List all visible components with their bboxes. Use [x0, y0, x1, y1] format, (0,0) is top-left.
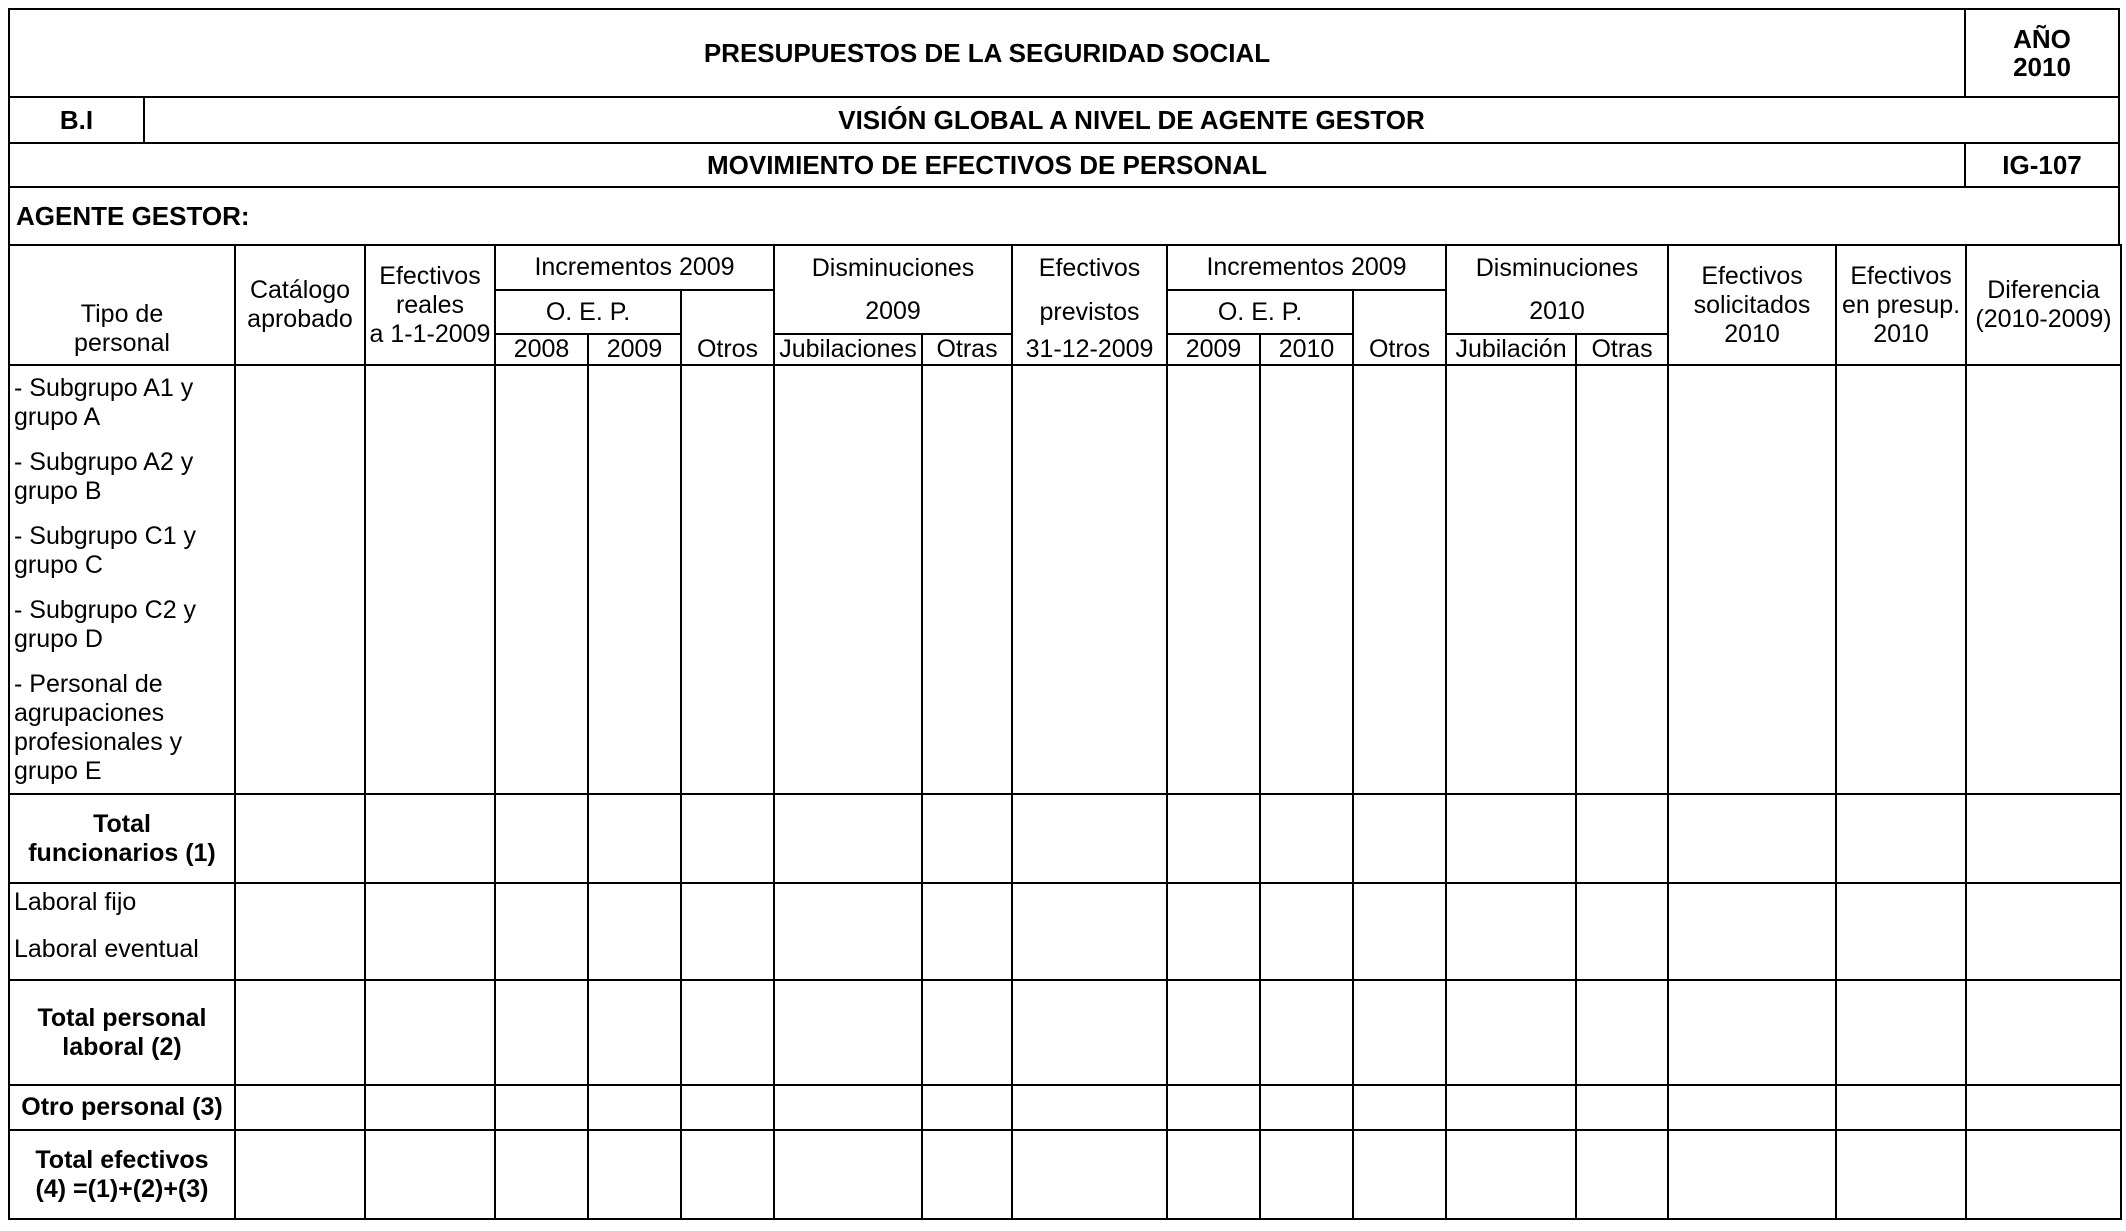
year-value: 2010: [2013, 52, 2071, 82]
cell: [922, 883, 1012, 980]
col-dis-2010-year: 2010: [1446, 290, 1668, 334]
col-incrementos-2009: Incrementos 2009: [495, 245, 774, 290]
cell: [588, 980, 681, 1085]
col-otros-2009: Otros: [681, 290, 774, 365]
cell: [1966, 980, 2121, 1085]
col-efectivos-previstos: Efectivos: [1012, 245, 1167, 290]
col-incrementos-2010: Incrementos 2009: [1167, 245, 1446, 290]
cell: [922, 794, 1012, 883]
cell: [922, 1130, 1012, 1219]
col-efectivos-solicitados: Efectivos solicitados 2010: [1668, 245, 1836, 365]
col-jubilaciones: Jubilaciones: [774, 334, 922, 365]
cell: [1668, 1085, 1836, 1130]
cell: [1353, 1085, 1446, 1130]
cell: [1966, 883, 2121, 980]
form-code: IG-107: [2002, 149, 2082, 180]
funcionarios-labels: [9, 365, 235, 794]
cell: [1353, 883, 1446, 980]
cell: [1836, 794, 1966, 883]
cell: [365, 1085, 495, 1130]
form-code-box: [1964, 142, 2120, 188]
cell: [1167, 365, 1260, 794]
cell: [495, 1085, 588, 1130]
row-total-efectivos: Total efectivos (4) =(1)+(2)+(3): [9, 1130, 235, 1219]
cell: [588, 1085, 681, 1130]
cell: [1576, 883, 1668, 980]
cell: [365, 1130, 495, 1219]
col-otros-2010: Otros: [1353, 290, 1446, 365]
section-title-band: [143, 96, 2120, 144]
cell: [495, 365, 588, 794]
section-title: VISIÓN GLOBAL A NIVEL DE AGENTE GESTOR: [838, 104, 1425, 135]
row-subgrupo-a2: - Subgrupo A2 y grupo B: [14, 448, 194, 505]
col-oep-2009: O. E. P.: [495, 290, 681, 334]
cell: [774, 980, 922, 1085]
cell: [1446, 1130, 1576, 1219]
cell: [1966, 794, 2121, 883]
cell: [922, 1085, 1012, 1130]
cell: [1668, 794, 1836, 883]
cell: [1576, 1130, 1668, 1219]
cell: [1353, 365, 1446, 794]
cell: [774, 365, 922, 794]
col-disminuciones-2010: Disminuciones: [1446, 245, 1668, 290]
col-diferencia: Diferencia (2010-2009): [1966, 245, 2121, 365]
cell: [1260, 1130, 1353, 1219]
report-title-band: [8, 8, 1966, 98]
cell: [1966, 1130, 2121, 1219]
cell: [1668, 883, 1836, 980]
cell: [1353, 794, 1446, 883]
section-code: B.I: [59, 104, 94, 135]
cell: [1446, 1085, 1576, 1130]
personnel-table: [8, 244, 2122, 1220]
row-subgrupo-c1: - Subgrupo C1 y grupo C: [14, 522, 197, 579]
cell: [1576, 980, 1668, 1085]
agent-row: [8, 186, 2120, 246]
cell: [1012, 980, 1167, 1085]
col-oep-2010-a: 2009: [1167, 334, 1260, 365]
cell: [495, 794, 588, 883]
cell: [235, 365, 365, 794]
cell: [1576, 794, 1668, 883]
cell: [495, 1130, 588, 1219]
col-otras-2009: Otras: [922, 334, 1012, 365]
laboral-labels: [9, 883, 235, 980]
col-oep-2010-b: 2010: [1260, 334, 1353, 365]
cell: [681, 980, 774, 1085]
cell: [1260, 1085, 1353, 1130]
cell: [774, 883, 922, 980]
col-tipo-personal: Tipo de personal: [9, 245, 235, 365]
agent-label: AGENTE GESTOR:: [16, 200, 250, 231]
cell: [1260, 794, 1353, 883]
row-subgrupo-a1: - Subgrupo A1 y grupo A: [14, 374, 194, 431]
cell: [588, 365, 681, 794]
row-total-laboral: Total personal laboral (2): [9, 980, 235, 1085]
cell: [1966, 365, 2121, 794]
cell: [235, 794, 365, 883]
cell: [1167, 794, 1260, 883]
col-jubilacion: Jubilación: [1446, 334, 1576, 365]
cell: [365, 883, 495, 980]
col-catalogo: Catálogo aprobado: [235, 245, 365, 365]
cell: [365, 794, 495, 883]
cell: [1012, 1085, 1167, 1130]
cell: [1012, 794, 1167, 883]
row-agrupaciones: - Personal de agrupaciones profesionales y grupo E: [14, 670, 183, 785]
cell: [1260, 980, 1353, 1085]
col-dis-2009-year: 2009: [774, 290, 1012, 334]
cell: [1012, 1130, 1167, 1219]
col-oep-2009-year: 2009: [588, 334, 681, 365]
row-otro-personal: Otro personal (3): [9, 1085, 235, 1130]
cell: [774, 794, 922, 883]
cell: [1668, 1130, 1836, 1219]
cell: [1836, 883, 1966, 980]
cell: [1012, 365, 1167, 794]
cell: [588, 883, 681, 980]
cell: [1668, 980, 1836, 1085]
cell: [681, 883, 774, 980]
col-otras-2010: Otras: [1576, 334, 1668, 365]
cell: [235, 1130, 365, 1219]
col-oep-2008: 2008: [495, 334, 588, 365]
cell: [1167, 1130, 1260, 1219]
cell: [774, 1085, 922, 1130]
cell: [922, 365, 1012, 794]
cell: [1966, 1085, 2121, 1130]
cell: [1167, 1085, 1260, 1130]
col-fecha-previstos: 31-12-2009: [1012, 334, 1167, 365]
row-laboral-eventual: Laboral eventual: [14, 935, 199, 963]
cell: [681, 1085, 774, 1130]
cell: [1836, 1085, 1966, 1130]
col-disminuciones-2009: Disminuciones: [774, 245, 1012, 290]
cell: [365, 365, 495, 794]
cell: [1446, 365, 1576, 794]
cell: [774, 1130, 922, 1219]
cell: [681, 365, 774, 794]
cell: [588, 794, 681, 883]
cell: [1668, 365, 1836, 794]
cell: [1012, 883, 1167, 980]
cell: [1576, 1085, 1668, 1130]
cell: [1446, 980, 1576, 1085]
form-title-band: [8, 142, 1966, 188]
cell: [365, 980, 495, 1085]
year-box: [1964, 8, 2120, 98]
col-oep-2010: O. E. P.: [1167, 290, 1353, 334]
row-laboral-fijo: Laboral fijo: [14, 888, 137, 916]
row-total-funcionarios: Total funcionarios (1): [9, 794, 235, 883]
cell: [235, 883, 365, 980]
col-previstos: previstos: [1012, 290, 1167, 334]
cell: [1167, 883, 1260, 980]
cell: [235, 1085, 365, 1130]
cell: [1260, 883, 1353, 980]
cell: [1167, 980, 1260, 1085]
cell: [495, 980, 588, 1085]
year-label: AÑO: [2013, 24, 2071, 54]
cell: [1446, 794, 1576, 883]
col-efectivos-reales: Efectivos reales a 1-1-2009: [365, 245, 495, 365]
cell: [681, 794, 774, 883]
cell: [922, 980, 1012, 1085]
cell: [681, 1130, 774, 1219]
cell: [1260, 365, 1353, 794]
cell: [588, 1130, 681, 1219]
cell: [1576, 365, 1668, 794]
cell: [1446, 883, 1576, 980]
cell: [1836, 1130, 1966, 1219]
report-title: PRESUPUESTOS DE LA SEGURIDAD SOCIAL: [703, 37, 1271, 68]
cell: [495, 883, 588, 980]
col-efectivos-presup: Efectivos en presup. 2010: [1836, 245, 1966, 365]
form-title: MOVIMIENTO DE EFECTIVOS DE PERSONAL: [706, 149, 1268, 180]
cell: [1836, 980, 1966, 1085]
cell: [1353, 980, 1446, 1085]
section-code-box: [8, 96, 145, 144]
cell: [235, 980, 365, 1085]
cell: [1353, 1130, 1446, 1219]
cell: [1836, 365, 1966, 794]
row-subgrupo-c2: - Subgrupo C2 y grupo D: [14, 596, 197, 653]
